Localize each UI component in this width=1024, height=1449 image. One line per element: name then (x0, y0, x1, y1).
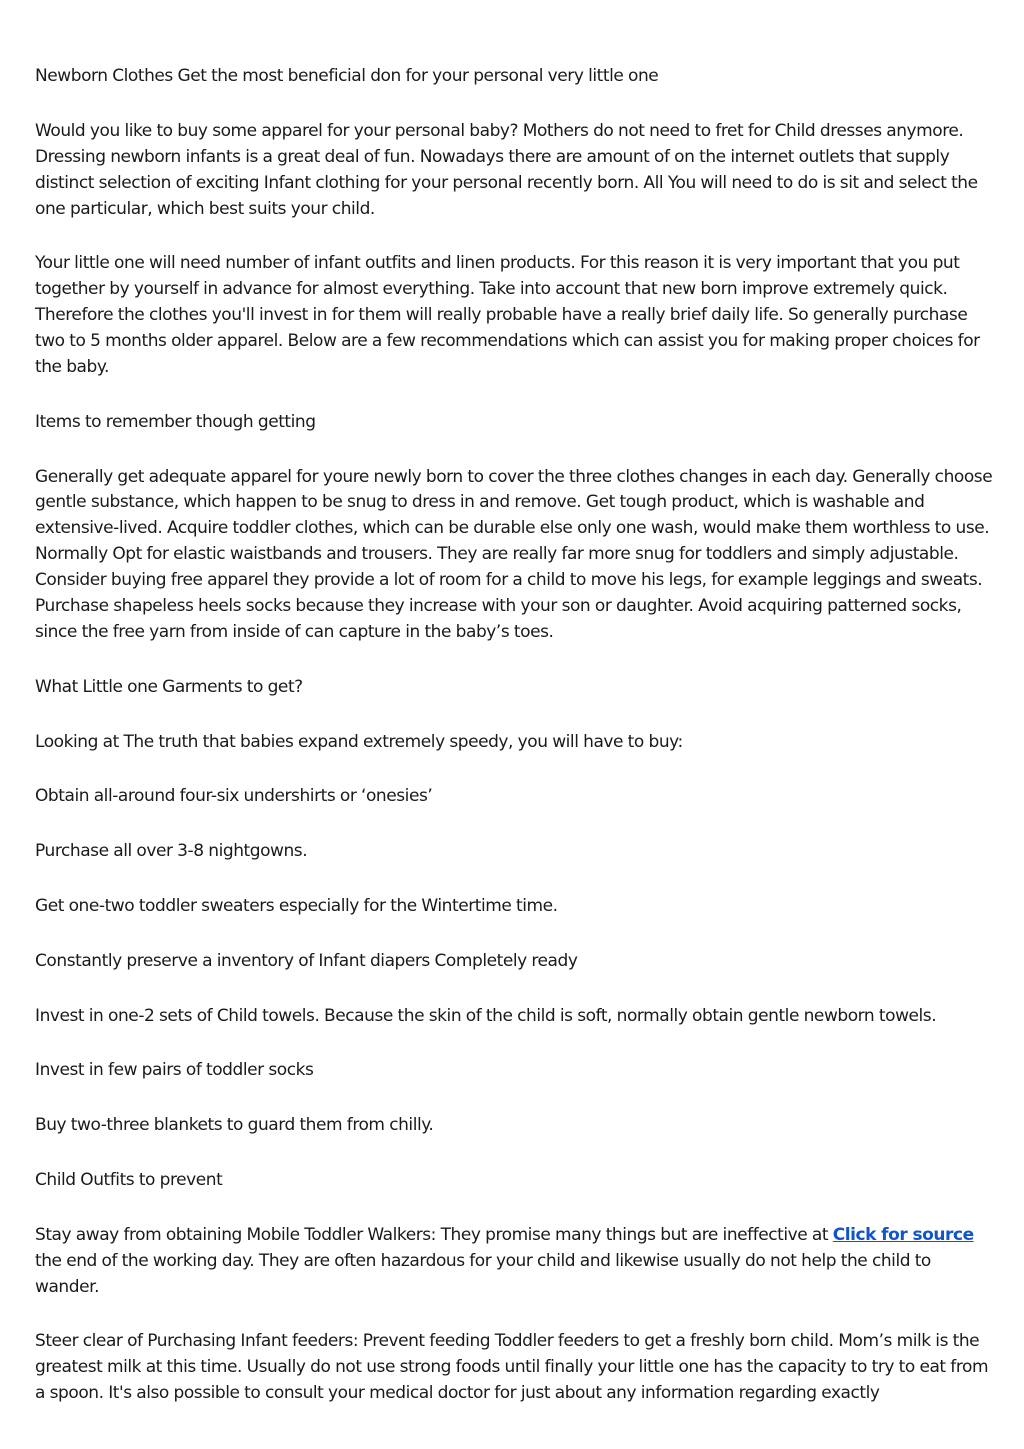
document-title: Newborn Clothes Get the most beneficial don for your personal very little one (35, 66, 659, 86)
list-item: Purchase all over 3-8 nightgowns. (35, 841, 308, 862)
section-heading-what-to-get: What Little one Garments to get? (35, 676, 303, 697)
list-item: Buy two-three blankets to guard them from chilly. (35, 1115, 434, 1136)
list-item: Invest in few pairs of toddler socks (35, 1060, 314, 1081)
click-for-source-link[interactable]: Click for source (832, 1224, 974, 1245)
paragraph-walkers (35, 1223, 995, 1301)
list-item: Obtain all-around four-six undershirts or ‘onesies’ (35, 786, 433, 807)
paragraph-walkers-text-end: the end of the working day. They are often hazardous for your child and likewise usually do not help the child to wander. (35, 1250, 931, 1297)
list-item: Invest in one-2 sets of Child towels. Because the skin of the child is soft, normally obtain gentle newborn towels. (35, 1005, 937, 1026)
document-body (35, 64, 995, 1436)
paragraph-preparation: Your little one will need number of infant outfits and linen products. For this reason it is very important that you put together by yourself in advance for almost everything. Take into account that new born improve extremely quick. Therefore the clothes you'll invest in for them will really probable have a really brief daily life. So generally purchase two to 5 months older apparel. Below are a few recommendations which can assist you for making proper choices for the baby. (35, 253, 980, 377)
section-heading-remember: Items to remember though getting (35, 411, 316, 432)
list-item: Get one-two toddler sweaters especially for the Wintertime time. (35, 895, 558, 916)
paragraph-buy-intro: Looking at The truth that babies expand extremely speedy, you will have to buy: (35, 731, 683, 752)
paragraph-tips: Generally get adequate apparel for youre newly born to cover the three clothes changes in each day. Generally choose gentle substance, which happen to be snug to dress in and remove. Get tough product, which is washable and extensive-lived. Acquire toddler clothes, which can be durable else only one wash, would make them worthless to use. Normally Opt for elastic waistbands and trousers. They are really far more snug for toddlers and simply adjustable. Consider buying free apparel they provide a lot of room for a child to move his legs, for example leggings and sweats. Purchase shapeless heels socks because they increase with your son or daughter. Avoid acquiring patterned socks, since the free yarn from inside of can capture in the baby’s toes. (35, 466, 993, 642)
section-heading-prevent: Child Outfits to prevent (35, 1169, 223, 1190)
list-item: Constantly preserve a inventory of Infant diapers Completely ready (35, 950, 578, 971)
paragraph-intro: Would you like to buy some apparel for your personal baby? Mothers do not need to fret for Child dresses anymore. Dressing newborn infants is a great deal of fun. Nowadays there are amount of on the internet outlets that supply distinct selection of exciting Infant clothing for your personal recently born. All You will need to do is sit and select the one particular, which best suits your child. (35, 120, 978, 219)
paragraph-walkers-text-start: Stay away from obtaining Mobile Toddler Walkers: They promise many things but are ineffective at (35, 1224, 833, 1245)
paragraph-feeders: Steer clear of Purchasing Infant feeders: Prevent feeding Toddler feeders to get a freshly born child. Mom’s milk is the greatest milk at this time. Usually do not use strong foods until finally your little one has the capacity to try to eat from a spoon. It's also possible to consult your medical doctor for just about any information regarding exactly (35, 1331, 989, 1404)
